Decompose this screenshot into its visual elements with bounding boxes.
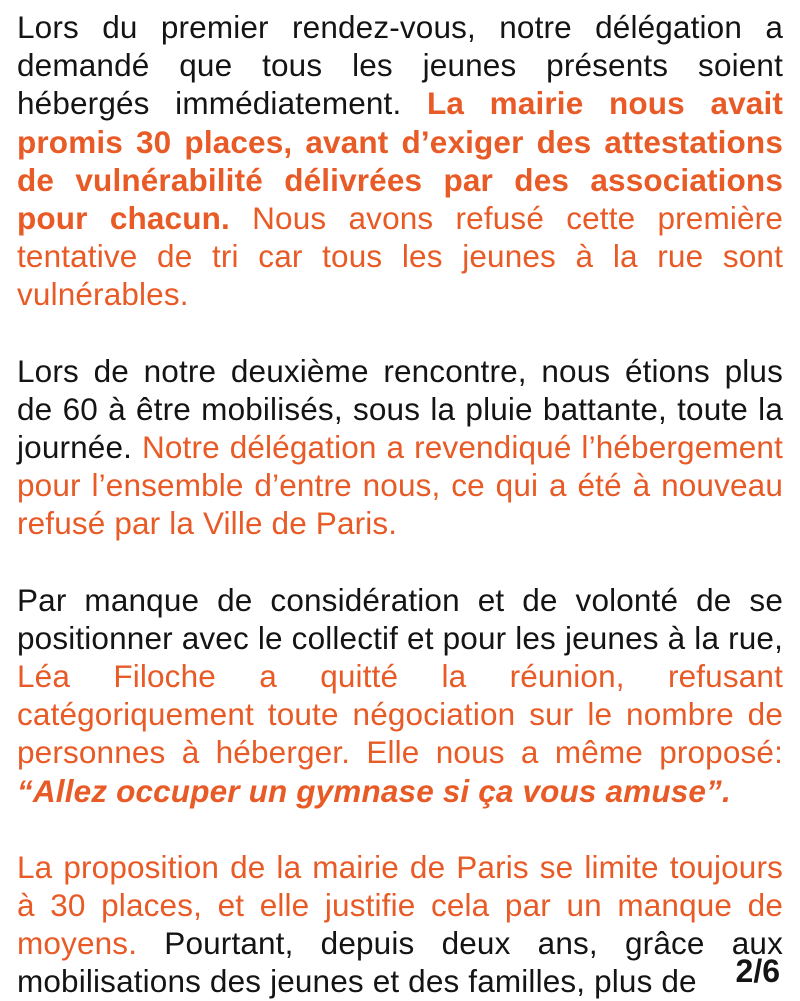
text-segment: Pourtant, depuis deux ans, grâce aux mobilisations des jeunes et des familles, plus de xyxy=(17,925,783,1000)
text-segment-accent: Nous avons refusé cette première tentative de tri car tous les jeunes à la rue sont vulnérables. xyxy=(17,200,783,313)
text-segment: Par manque de considération et de volonté de se positionner avec le collectif et pour les jeunes à la rue, xyxy=(17,581,783,656)
paragraph-second-meeting xyxy=(17,352,783,543)
text-segment-accent: Notre délégation a revendiqué l’hébergement pour l’ensemble d’entre nous, ce qui a été à nouveau refusé par la Ville de Paris. xyxy=(17,429,784,542)
document-body xyxy=(17,8,783,1001)
paragraph-lea-filoche xyxy=(17,581,783,810)
text-segment-accent: Léa Filoche a quitté la réunion, refusant catégoriquement toute négociation sur le nombre de personnes à héberger. Elle nous a même proposé: xyxy=(17,658,783,771)
text-segment-accent: La proposition de la mairie de Paris se limite toujours à 30 places, et elle justifie cela par un manque de moyens. xyxy=(17,848,783,962)
paragraph-proposition xyxy=(17,848,783,1001)
text-segment-quote: “Allez occuper un gymnase si ça vous amuse”. xyxy=(17,772,731,809)
page-indicator: 2/6 xyxy=(735,953,780,989)
text-segment: Lors du premier rendez-vous, notre délégation a demandé que tous les jeunes présents soient hébergés immédiatement. xyxy=(17,9,783,122)
paragraph-first-meeting xyxy=(17,8,783,314)
text-segment: Lors de notre deuxième rencontre, nous étions plus de 60 à être mobilisés, sous la pluie battante, toute la journée. xyxy=(17,352,783,466)
text-segment-highlight: La mairie nous avait promis 30 places, avant d’exiger des attestations de vulnérabilité délivrées par des associations pour chacun. xyxy=(17,85,783,237)
